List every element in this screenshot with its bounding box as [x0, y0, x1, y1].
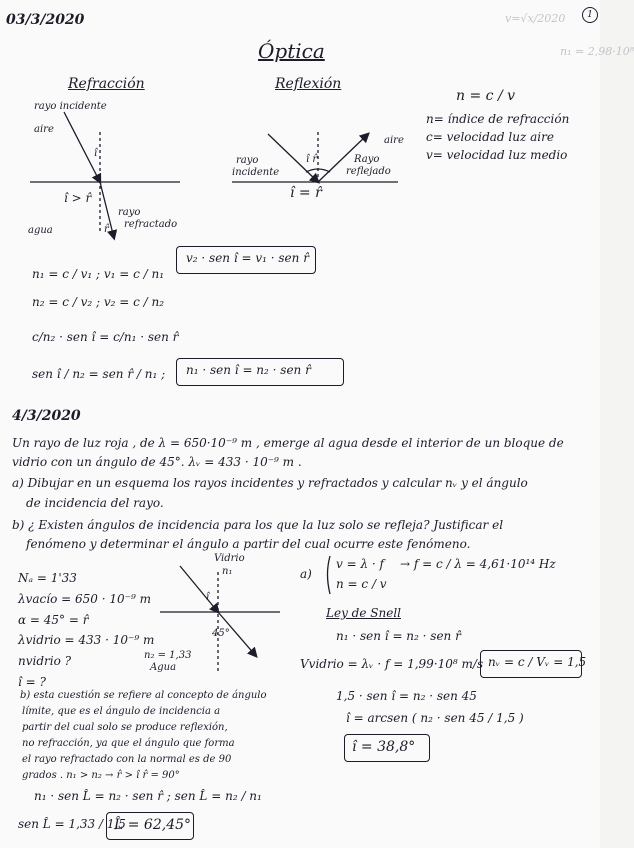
- bleed-text: v=√x/2020: [505, 12, 566, 25]
- data-item: λvacío = 650 · 10⁻⁹ m: [18, 592, 151, 606]
- data-item: Nₐ = 1'33: [18, 571, 77, 585]
- solution-b-eq: sen L̂ = 1,33 / 1,5: [18, 817, 126, 831]
- water-label: agua: [28, 225, 53, 236]
- angle-relation: î > r̂: [64, 191, 92, 205]
- reflection-reflected-label: reflejado: [346, 166, 391, 177]
- n-formula: n = c / v: [456, 88, 516, 104]
- equation: sen î / n₂ = sen r̂ / n₁ ;: [32, 367, 166, 381]
- problem-text: a) Dibujar en un esquema los rayos incidentes y refractados y calcular nᵥ y el ángulo: [12, 476, 528, 490]
- problem-text: b) ¿ Existen ángulos de incidencia para los que la luz solo se refleja? Justificar el: [12, 518, 504, 532]
- boxed-result-text: L̂ = 62,45°: [114, 817, 192, 833]
- refraction-title: Refracción: [68, 76, 145, 92]
- boxed-result-text: nᵥ = c / Vᵥ = 1,5: [488, 655, 587, 669]
- incident-ray: [64, 112, 100, 182]
- reflection-result: î = r̂: [290, 185, 322, 201]
- reflected-ray: [318, 134, 368, 182]
- n2-label: n₂ = 1,33: [144, 650, 192, 661]
- angle-label: 45°: [212, 628, 230, 639]
- n1-label: n₁: [222, 566, 233, 577]
- refracted-ray: [218, 612, 256, 656]
- incident-ray: [180, 566, 218, 612]
- data-item: α = 45° = r̂: [18, 613, 89, 627]
- solution-eq: → f = c / λ = 4,61·10¹⁴ Hz: [400, 557, 556, 571]
- reflection-title: Reflexión: [275, 76, 342, 92]
- snell-law-title: Ley de Snell: [326, 606, 401, 620]
- reflection-reflected-label: Rayo: [354, 154, 380, 165]
- refracted-ray-label: rayo: [118, 207, 141, 218]
- problem-text: fenómeno y determinar el ángulo a partir del cual ocurre este fenómeno.: [26, 537, 471, 551]
- solution-b-text: grados . n₁ > n₂ → r̂ > î r̂ = 90°: [22, 770, 180, 781]
- reflection-air-label: aire: [384, 135, 404, 146]
- bleed-text: n₁ = 2,98·10⁸: [560, 45, 634, 58]
- solution-b-text: límite, que es el ángulo de incidencia a: [22, 706, 221, 717]
- refracted-ray-label: refractado: [124, 219, 178, 230]
- reflection-incident-label: rayo: [236, 155, 259, 166]
- system-brace: [328, 556, 331, 594]
- solution-eq: n = c / v: [336, 577, 387, 591]
- solution-b-text: b) esta cuestión se refiere al concepto de ángulo: [20, 690, 267, 701]
- page-number: 1: [582, 7, 598, 23]
- solution-b-text: partir del cual solo se produce reflexión,: [22, 722, 228, 733]
- solution-eq: 1,5 · sen î = n₂ · sen 45: [336, 689, 477, 703]
- solution-eq: v = λ · f: [336, 557, 384, 571]
- data-item: î = ?: [18, 675, 46, 689]
- boxed-result-text: î = 38,8°: [352, 739, 416, 755]
- solution-b-text: el rayo refractado con la normal es de 90: [22, 754, 232, 765]
- equation: c/n₂ · sen î = c/n₁ · sen r̂: [32, 330, 179, 344]
- legend-line: v= velocidad luz medio: [426, 148, 568, 162]
- equation: n₂ = c / v₂ ; v₂ = c / n₂: [32, 295, 165, 309]
- solution-eq: î = arcsen ( n₂ · sen 45 / 1,5 ): [346, 711, 524, 725]
- solution-b-eq: n₁ · sen L̂ = n₂ · sen r̂ ; sen L̂ = n₂ / n₁: [34, 789, 262, 803]
- boxed-equation-text: n₁ · sen î = n₂ · sen r̂: [186, 363, 311, 377]
- data-item: λvidrio = 433 · 10⁻⁹ m: [18, 633, 155, 647]
- solution-eq: Vvidrio = λᵥ · f = 1,99·10⁸ m/s: [300, 657, 484, 671]
- incident-ray-label: rayo incidente: [34, 101, 107, 112]
- problem-text: vidrio con un ángulo de 45°. λᵥ = 433 · 10⁻⁹ m .: [12, 455, 302, 469]
- water-label: Agua: [150, 662, 177, 673]
- refracted-ray: [100, 182, 114, 238]
- date-heading: 03/3/2020: [6, 12, 85, 28]
- solution-label: a): [300, 567, 312, 581]
- problem-date: 4/3/2020: [12, 408, 81, 424]
- incident-ray: [268, 134, 318, 182]
- angle-i-label: î: [206, 592, 210, 603]
- angle-i-label: î: [94, 148, 98, 159]
- legend-line: c= velocidad luz aire: [426, 130, 554, 144]
- reflection-angles: î r̂: [306, 154, 318, 165]
- equation: n₁ = c / v₁ ; v₁ = c / n₁: [32, 267, 165, 281]
- data-item: nvidrio ?: [18, 654, 72, 668]
- air-label: aire: [34, 124, 54, 135]
- solution-eq: n₁ · sen î = n₂ · sen r̂: [336, 629, 461, 643]
- legend-line: n= índice de refracción: [426, 112, 570, 126]
- problem-text: de incidencia del rayo.: [26, 496, 164, 510]
- reflection-incident-label: incidente: [232, 167, 280, 178]
- angle-r-label: r̂: [104, 224, 109, 235]
- boxed-equation-text: v₂ · sen î = v₁ · sen r̂: [186, 251, 309, 265]
- solution-b-text: no refracción, ya que el ángulo que forma: [22, 738, 235, 749]
- problem-text: Un rayo de luz roja , de λ = 650·10⁻⁹ m , emerge al agua desde el interior de un bloque de: [12, 436, 564, 450]
- glass-label: Vidrio: [214, 553, 245, 564]
- page-title: Óptica: [258, 39, 325, 63]
